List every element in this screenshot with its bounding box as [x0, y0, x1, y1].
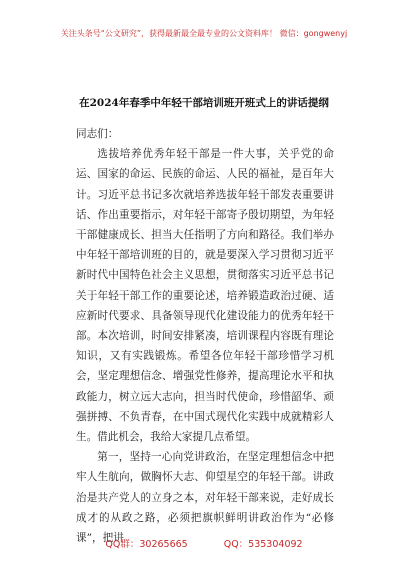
- header-banner: 关注头条号“公文研究”，获得最新最全最专业的公文资料库！ 微信：gongwenyj: [60, 29, 348, 38]
- footer-qq: QQ：535304092: [223, 539, 303, 550]
- document-title: 在2024年春季中年轻干部培训班开班式上的讲话提纲: [79, 97, 329, 109]
- footer-contact: [0, 536, 408, 550]
- paragraph-1: 选拔培养优秀年轻干部是一件大事，关乎党的命运、国家的命运、民族的命运、人民的福祉，是百年大计。习近平总书记多次就培养选拔年轻干部发表重要讲话、作出重要指示，对年轻干部寄予殷切期望，为年轻干部健康成长、担当大任指明了方向和路径。我们举办中年轻干部培训班的目的，就是要深入学习贯彻习近平新时代中国特色社会主义思想，贯彻落实习近平总书记关于年轻干部工作的重要论述，培养锻造政治过硬、适应新时代要求、具备领导现代化建设能力的优秀年轻干部。本次培训，时间安排紧凑，培训课程内容既有理论知识，又有实践锻炼。希望各位年轻干部珍惜学习机会，坚定理想信念、增强党性修养，提高理论水平和执政能力，树立远大志向，担当时代使命，珍惜韶华、顽强拼搏、不负青春，在中国式现代化实践中成就精彩人生。借此机会，我给大家提几点希望。: [76, 148, 334, 444]
- greeting: 同志们：: [76, 128, 119, 140]
- paragraph-2: 第一，坚持一心向党讲政治，在坚定理想信念中把牢人生航向，做胸怀大志、仰望星空的年轻干部。讲政治是共产党人的立身之本，对年轻干部来说，走好成长成才的从政之路，必须把旗帜鲜明讲政治作为“必修课”，把讲: [76, 451, 334, 545]
- footer-qq-group: QQ群：30265665: [105, 539, 188, 550]
- document-body: [76, 124, 334, 548]
